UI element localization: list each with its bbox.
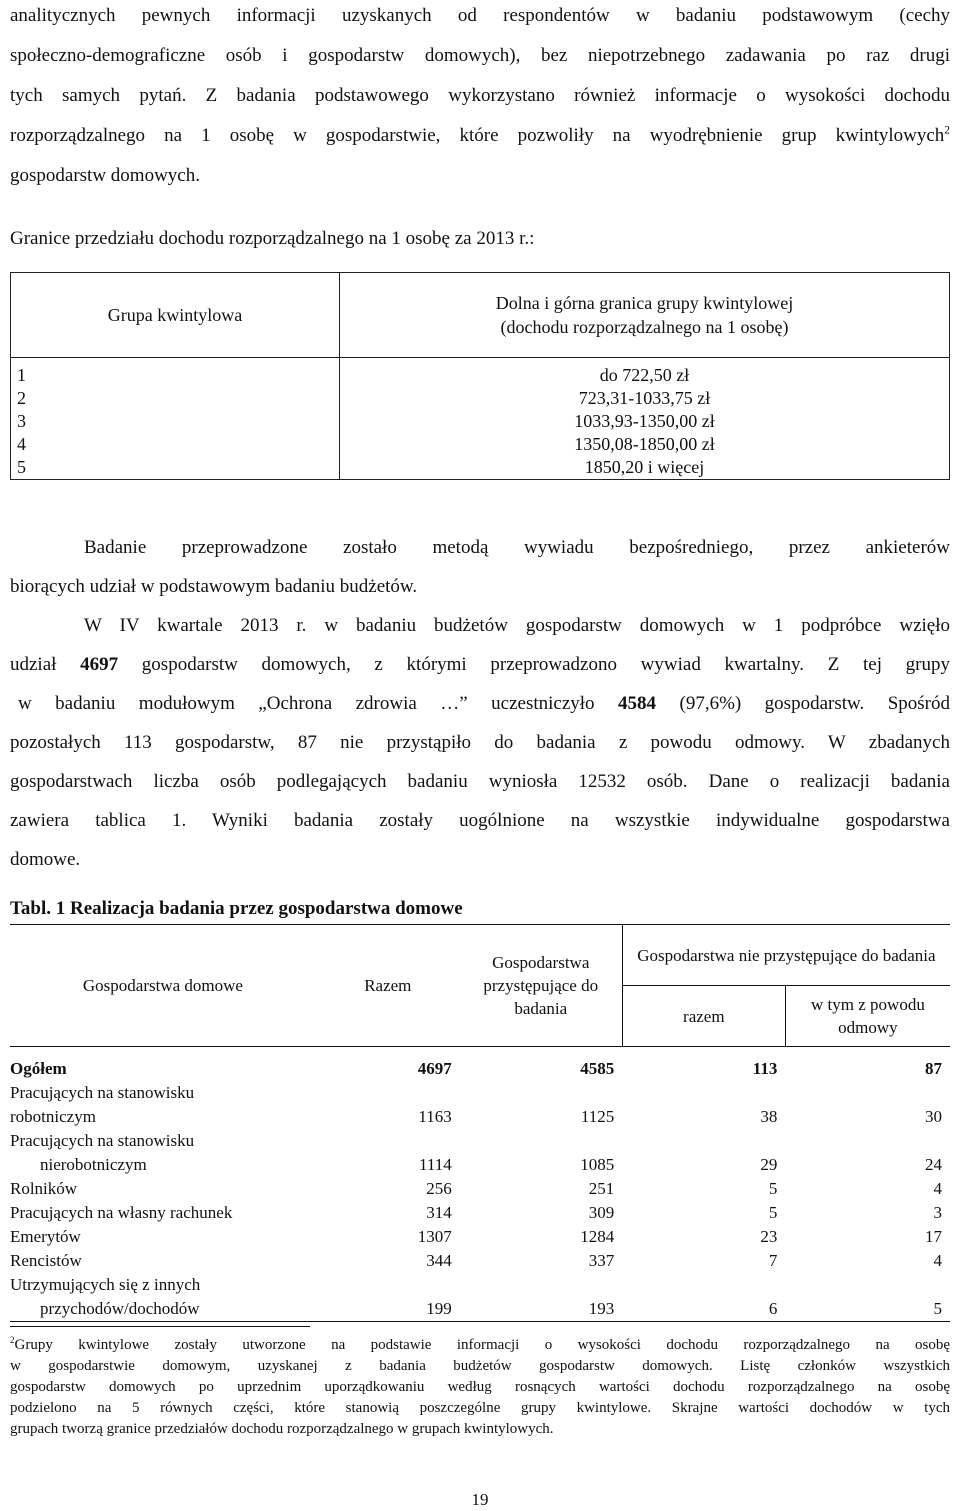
cell-range: 723,31-1033,75 zł [340, 387, 950, 410]
footnote-line: gospodarstw domowych po uprzednim uporządkowaniu według rosnących wartości dochodu rozporządzalnego na osobę [10, 1379, 950, 1395]
quintile-table [10, 272, 950, 480]
table-row [10, 1225, 950, 1249]
footnote [10, 1335, 950, 1440]
table-row [10, 1249, 950, 1273]
table-row [11, 387, 950, 410]
table-row [10, 1129, 950, 1177]
para-line: domowe. [10, 849, 81, 870]
cell-np-total: 113 [752, 1059, 778, 1078]
cell-participating: 193 [460, 1273, 623, 1322]
footnote-line [10, 1335, 950, 1356]
cell-total: 1307 [417, 1227, 452, 1246]
header-group: Grupa kwintylowa [11, 273, 340, 358]
cell-total: 1163 [418, 1107, 452, 1126]
cell-total: 1114 [418, 1155, 452, 1174]
cell-np-refusal: 17 [925, 1227, 942, 1246]
cell-range: do 722,50 zł [340, 358, 950, 388]
footnote-line: grupach tworzą granice przedziałów dochodu rozporządzalnego w grupach kwintylowych. [10, 1421, 554, 1437]
cell-participating: 337 [588, 1251, 615, 1270]
cell-np-refusal: 30 [925, 1107, 942, 1126]
bold-count: 4697 [80, 654, 119, 675]
header-households: Gospodarstwa domowe [10, 925, 316, 1047]
para-line: biorących udział w podstawowym badaniu budżetów. [10, 576, 418, 597]
table-row [11, 358, 950, 388]
row-label-line: nierobotniczym [40, 1155, 147, 1174]
cell-np-refusal: 87 [925, 1059, 942, 1078]
row-label-line: Utrzymujących się z innych [10, 1275, 201, 1294]
cell-np-refusal: 3 [933, 1203, 942, 1222]
cell-participating: 1284 [580, 1227, 615, 1246]
cell-group: 4 [11, 433, 340, 456]
cell-np-refusal: 5 [785, 1273, 950, 1322]
intro-line: społeczno-demograficzne osób i gospodarstw domowych), bez niepotrzebnego zadawania po raz drugi [10, 45, 950, 66]
intro-line: analitycznych pewnych informacji uzyskanych od respondentów w badaniu podstawowym (cechy [10, 5, 950, 26]
cell-group: 2 [11, 387, 340, 410]
cell-np-total: 7 [768, 1251, 778, 1270]
header-range-line2: (dochodu rozporządzalnego na 1 osobę) [500, 317, 789, 337]
table-row [10, 1201, 950, 1225]
intro-line [10, 116, 950, 156]
table-row [11, 433, 950, 456]
cell-group: 5 [11, 456, 340, 480]
header-np-total: razem [622, 986, 785, 1047]
row-label: Ogółem [10, 1059, 67, 1078]
intro-line: tych samych pytań. Z badania podstawowego wykorzystano również informacje o wysokości dochodu [10, 85, 950, 106]
footnote-marker: 2 [10, 1335, 15, 1345]
cell-np-total: 38 [760, 1107, 778, 1126]
row-label-line: przychodów/dochodów [40, 1299, 200, 1318]
cell-np-total: 5 [768, 1179, 778, 1198]
cell-np-total: 29 [760, 1155, 778, 1174]
cell-range: 1850,20 i więcej [340, 456, 950, 480]
para-line: pozostałych 113 gospodarstw, 87 nie przystąpiło do badania z powodu odmowy. W zbadanych [10, 732, 950, 753]
para-line: W IV kwartale 2013 r. w badaniu budżetów gospodarstw domowych w 1 podpróbce wzięło [84, 615, 950, 636]
cell-np-refusal: 4 [933, 1179, 942, 1198]
para-text: (97,6%) gospodarstw. Spośród [656, 693, 950, 714]
bold-count: 4584 [618, 693, 657, 714]
cell-total: 256 [426, 1179, 452, 1198]
header-participating: Gospodarstwa przystępujące do badania [460, 925, 623, 1047]
intro-paragraph [10, 0, 950, 196]
intro-line: gospodarstw domowych. [10, 165, 200, 186]
para-text: udział [10, 654, 81, 675]
row-label-line: Pracujących na stanowisku [10, 1131, 195, 1150]
row-label [10, 1273, 316, 1322]
row-label: Rolników [10, 1179, 78, 1198]
row-label-line: Pracujących na stanowisku [10, 1083, 195, 1102]
cell-np-total: 6 [622, 1273, 785, 1322]
cell-range: 1350,08-1850,00 zł [340, 433, 950, 456]
realization-table [10, 924, 950, 1322]
cell-participating: 309 [588, 1203, 615, 1222]
cell-participating: 251 [588, 1179, 615, 1198]
cell-total: 4697 [417, 1059, 452, 1078]
header-total: Razem [316, 925, 460, 1047]
intro-text: rozporządzalnego na 1 osobę w gospodarstwie, które pozwoliły na wyodrębnienie grup kwintylowych [10, 125, 945, 146]
table-row [10, 1047, 950, 1082]
para-line: Badanie przeprowadzone zostało metodą wywiadu bezpośredniego, przez ankieterów [84, 537, 950, 558]
header-range [340, 273, 950, 358]
table-row [11, 456, 950, 480]
cell-participating: 1085 [580, 1155, 615, 1174]
cell-range: 1033,93-1350,00 zł [340, 410, 950, 433]
table-row [10, 1273, 950, 1322]
header-np-refusal: w tym z powodu odmowy [785, 986, 950, 1047]
row-label [10, 1081, 316, 1129]
footnote-text: Grupy kwintylowe zostały utworzone na podstawie informacji o wysokości dochodu rozporządzalnego na osobę [14, 1337, 950, 1353]
para-text: w badaniu modułowym „Ochrona zdrowia …” uczestniczyło [18, 693, 619, 714]
para-line [10, 645, 950, 684]
table-row [10, 1177, 950, 1201]
quintile-caption: Granice przedziału dochodu rozporządzalnego na 1 osobę za 2013 r.: [10, 228, 535, 249]
cell-total: 344 [426, 1251, 452, 1270]
para-line [10, 684, 950, 723]
row-label-line: robotniczym [10, 1107, 96, 1126]
cell-np-refusal: 24 [925, 1155, 942, 1174]
row-label [10, 1129, 316, 1177]
footnote-divider [10, 1326, 310, 1327]
row-label: Pracujących na własny rachunek [10, 1203, 233, 1222]
footnote-ref: 2 [944, 124, 950, 137]
para-line: zawiera tablica 1. Wyniki badania zostały uogólnione na wszystkie indywidualne gospodarstwa [10, 810, 950, 831]
row-label: Rencistów [10, 1251, 82, 1270]
table-row [10, 1081, 950, 1129]
cell-total: 199 [316, 1273, 460, 1322]
cell-participating: 1125 [580, 1107, 615, 1126]
footnote-line: podzielono na 5 równych części, które stanowią poszczególne grupy kwintylowe. Skrajne wartości dochodów w tych [10, 1400, 950, 1416]
para-line: gospodarstwach liczba osób podlegających badaniu wyniosła 12532 osób. Dane o realizacji badania [10, 771, 950, 792]
row-label: Emerytów [10, 1227, 81, 1246]
header-nonparticipating: Gospodarstwa nie przystępujące do badania [622, 925, 950, 986]
cell-participating: 4585 [580, 1059, 615, 1078]
table1-title: Tabl. 1 Realizacja badania przez gospodarstwa domowe [10, 898, 463, 919]
header-range-line1: Dolna i górna granica grupy kwintylowej [495, 293, 794, 313]
method-paragraph [10, 528, 950, 879]
cell-np-total: 23 [760, 1227, 778, 1246]
table-row [11, 410, 950, 433]
page-number: 19 [471, 1490, 489, 1509]
cell-group: 3 [11, 410, 340, 433]
para-text: gospodarstw domowych, z którymi przeprowadzono wywiad kwartalny. Z tej grupy [118, 654, 950, 675]
footnote-line: w gospodarstwie domowym, uzyskanej z badania budżetów gospodarstw domowych. Listę członków wszystkich [10, 1358, 950, 1374]
cell-group: 1 [11, 358, 340, 388]
cell-total: 314 [426, 1203, 452, 1222]
cell-np-total: 5 [768, 1203, 778, 1222]
cell-np-refusal: 4 [933, 1251, 942, 1270]
